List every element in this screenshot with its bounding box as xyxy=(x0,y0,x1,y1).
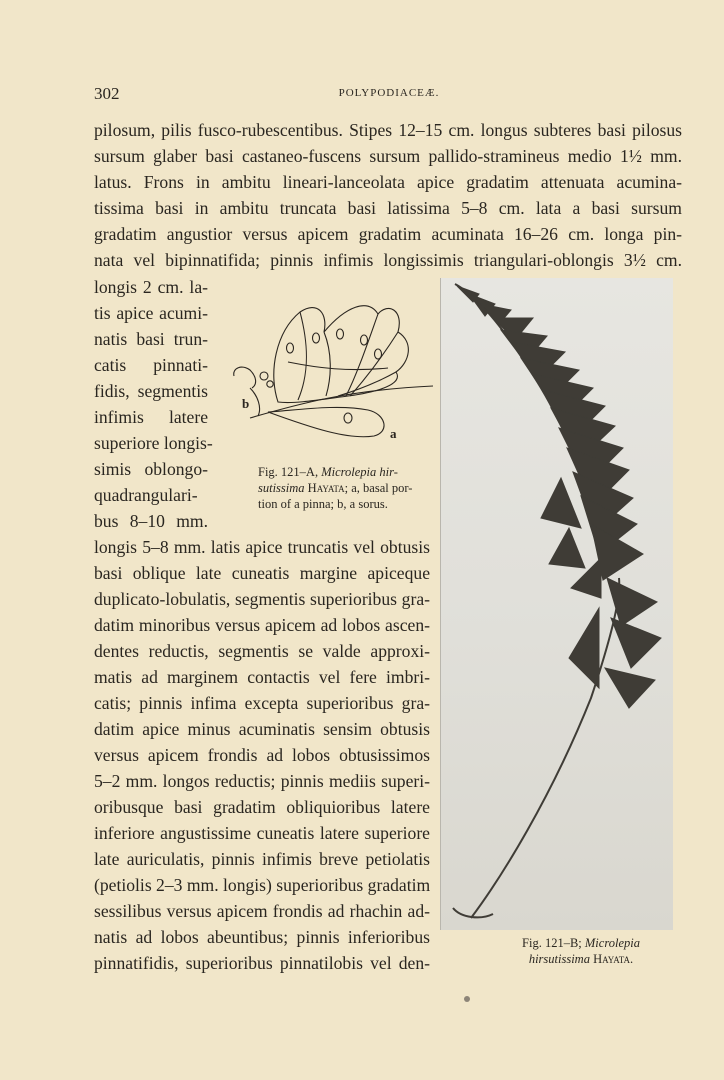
text-line: gradatim angustior versus apicem gradatim acuminata 16–26 cm. longa pin- xyxy=(94,224,682,244)
text-line: tis apice acumi- xyxy=(94,303,208,323)
caption-text-cont: tion of a pinna; b, a sorus. xyxy=(258,497,388,511)
text-line: natis basi trun- xyxy=(94,329,208,349)
text-line: dentes reductis, segmentis se valde approxi- xyxy=(94,641,430,661)
figure-b-caption xyxy=(476,935,686,967)
text-line: infimis latere xyxy=(94,407,208,427)
pinna-drawing xyxy=(228,292,438,442)
figure-a-caption xyxy=(258,464,440,512)
text-line: catis pinnati- xyxy=(94,355,208,375)
text-line: catis; pinnis infima excepta superioribus gra- xyxy=(94,693,430,713)
text-line: matis ad marginem contactis vel fere imbri- xyxy=(94,667,430,687)
caption-text: ; a, basal por- xyxy=(344,481,413,495)
text-line: superiore longis- xyxy=(94,433,213,453)
caption-genus: Microlepia xyxy=(584,936,640,950)
caption-author: Hayata xyxy=(307,481,345,495)
text-line: duplicato-lobulatis, segmentis superioribus gra- xyxy=(94,589,430,609)
text-line: sursum glaber basi castaneo-fuscens sursum pallido-stramineus medio 1½ mm. xyxy=(94,146,682,166)
text-line: quadrangulari- xyxy=(94,485,198,505)
text-line: natis ad lobos abeuntibus; pinnis inferioribus xyxy=(94,927,430,947)
text-line: inferiore angustissime cuneatis latere superiore xyxy=(94,823,430,843)
text-line: basi oblique late cuneatis margine apiceque xyxy=(94,563,430,583)
fern-photograph xyxy=(440,278,673,930)
page-header xyxy=(94,84,684,108)
caption-fig-number: Fig. 121–B; xyxy=(522,936,582,950)
caption-species-cont: sutissima xyxy=(258,481,305,495)
text-line: nata vel bipinnatifida; pinnis infimis longissimis triangulari-oblongis 3½ cm. xyxy=(94,250,682,270)
text-line: tissima basi in ambitu truncata basi latissima 5–8 cm. lata a basi sursum xyxy=(94,198,682,218)
text-line: fidis, segmentis xyxy=(94,381,208,401)
text-line: pinnatifidis, superioribus pinnatilobis vel den- xyxy=(94,953,430,973)
caption-species: Microlepia hir- xyxy=(321,465,398,479)
text-line: (petiolis 2–3 mm. longis) superioribus gradatim xyxy=(94,875,431,895)
text-line: versus apicem frondis ad lobos obtusissimos xyxy=(94,745,430,765)
text-line: 5–2 mm. longos reductis; pinnis mediis superi- xyxy=(94,771,430,791)
running-head: POLYPODIACEÆ. xyxy=(338,87,440,99)
text-line: datim apice minus acuminatis sensim obtusis xyxy=(94,719,430,739)
caption-fig-number: Fig. 121–A, xyxy=(258,465,319,479)
caption-author: Hayata. xyxy=(593,952,634,966)
text-line: datim minoribus versus apicem ad lobos ascen- xyxy=(94,615,430,635)
text-line: longis 2 cm. la- xyxy=(94,277,208,297)
text-line: late auriculatis, pinnis infimis breve petiolatis xyxy=(94,849,430,869)
text-line: latus. Frons in ambitu lineari-lanceolata apice gradatim attenuata acumina- xyxy=(94,172,682,192)
text-line: bus 8–10 mm. xyxy=(94,511,208,531)
text-line: oribusque basi gradatim obliquioribus latere xyxy=(94,797,430,817)
text-line: pilosum, pilis fusco-rubescentibus. Stipes 12–15 cm. longus subteres basi pilosus xyxy=(94,120,682,140)
text-line: sessilibus versus apicem frondis ad rhachin ad- xyxy=(94,901,430,921)
fern-frond-image xyxy=(441,278,673,930)
text-line: simis oblongo- xyxy=(94,459,208,479)
figure-label-a: a xyxy=(390,426,397,441)
figure-label-b: b xyxy=(242,396,250,411)
paper-speck xyxy=(464,996,470,1002)
caption-species: hirsutissima xyxy=(528,952,590,966)
page-number: 302 xyxy=(94,84,120,103)
text-line: longis 5–8 mm. latis apice truncatis vel obtusis xyxy=(94,537,430,557)
